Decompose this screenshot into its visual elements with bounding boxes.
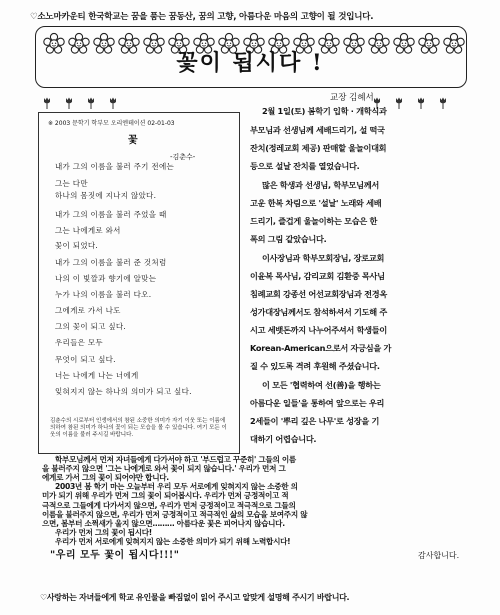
poem-line: 꽃이 되었다. bbox=[55, 241, 99, 250]
slogan: "우리 모두 꽃이 됩시다!!!" bbox=[50, 550, 180, 561]
message-line: 2세들이 '뿌리 깊은 나무'로 성장을 기 bbox=[250, 416, 380, 426]
footer-notice: ♡사랑하는 자녀들에게 학교 유인물을 빠짐없이 읽어 주시고 알맞게 설명해 주시기 바랍니다. bbox=[40, 593, 350, 602]
tulip-icon bbox=[436, 95, 450, 109]
poem-line: 잊혀지지 않는 하나의 의미가 되고 싶다. bbox=[55, 387, 192, 396]
poem-author: -김춘수- bbox=[170, 153, 196, 161]
tulip-icon bbox=[40, 95, 54, 109]
body-line: 에게로 가서 그의 꽃이 되어야만 합니다. bbox=[42, 473, 169, 482]
poem-line: 그에게로 가서 나도 bbox=[55, 306, 121, 315]
message-line: 등으로 설날 잔치를 열었습니다. bbox=[250, 161, 360, 171]
body-line: 학부모님께서 먼저 자녀들에게 다가서야 하고 '부드럽고 꾸준히' 그들의 이름 bbox=[55, 455, 296, 464]
message-line: 잔치(정레교회 제공) 판매할 울놀이대회 bbox=[250, 143, 387, 153]
poem-line: 하나의 몸짓에 지나지 않았다. bbox=[55, 191, 157, 200]
tulip-icon bbox=[414, 95, 428, 109]
poem-line: 그는 다만 bbox=[55, 179, 88, 188]
body-line: 2003년 봄 학기 마는 오늘부터 우리 모두 서로에게 잊혀지지 않는 소중한 의 bbox=[55, 482, 298, 491]
tulip-icon bbox=[62, 95, 76, 109]
flower-icon bbox=[442, 32, 466, 56]
poem-line: 너는 나에게 나는 너에게 bbox=[55, 371, 139, 380]
page-title: 꽃이 됩시다 ! bbox=[176, 50, 324, 76]
body-line: 우리가 먼저 서로에게 잊혀지지 않는 소중한 의미가 되기 위해 노력합시다! bbox=[55, 537, 291, 546]
message-line: 침례교회 강종선 어선교회장님과 전경옥 bbox=[250, 289, 388, 299]
poem-line: 나의 이 빛깔과 향기에 알맞는 bbox=[55, 274, 157, 283]
tulip-icon bbox=[84, 95, 98, 109]
message-line: 이윤복 목사님, 감리교회 김환중 목사님 bbox=[250, 271, 385, 281]
tulip-icon bbox=[106, 95, 120, 109]
poem-note: 김춘수의 시로부터 인생에서의 참된 소중한 의미가 자기 이웃 또는 이름에 의하여 참된 의미가 하나의 꽃이 되는 모습을 볼 수 있습니다. 여기 모든 이웃의 이름을 불러 주시길 바랍니다. bbox=[50, 418, 227, 438]
message-line: 성가대장님께서도 참석하셔서 기도해 주 bbox=[250, 307, 388, 317]
message-line: 이사장님과 학부모회장님, 장로교회 bbox=[262, 253, 385, 263]
message-line: 드리기, 즐겁게 울놀이하는 모습은 한 bbox=[250, 216, 378, 226]
message-line: 폭의 그림 같았습니다. bbox=[250, 234, 327, 244]
tulip-decoration-left bbox=[40, 95, 120, 109]
poem-line: 무엇이 되고 싶다. bbox=[55, 355, 116, 364]
message-line: 대하기 어렵습니다. bbox=[250, 434, 317, 444]
body-line: 미가 되기 위해 우리가 먼저 그의 꽃이 되어봅시다. 우리가 먼저 긍정적이고 적 bbox=[42, 491, 289, 500]
message-line: 고운 한복 차림으로 '설날' 노래와 세배 bbox=[250, 198, 382, 208]
tulip-icon bbox=[392, 95, 406, 109]
body-line: 으면, 봄부터 소쩍새가 울지 않으면……… 아름다운 꽃은 피어나지 않습니다. bbox=[42, 519, 285, 528]
poem-line: 우리들은 모두 bbox=[55, 338, 103, 347]
body-line: 이름을 불러주지 않으면, 우리가 먼저 긍정적이고 적극적인 삶의 모습을 보여주지 않 bbox=[42, 510, 308, 519]
body-line: 을 불러주지 않으면 '그는 나에게로 와서 꽃이 되지 않습니다.' 우리가 먼저 그 bbox=[42, 464, 286, 473]
poem-source: ※ 2003 문학기 학부모 오리엔테이션 02-01-03 bbox=[48, 120, 175, 127]
message-line: 아름다운 일들'을 통하여 앞으로는 우리 bbox=[250, 398, 385, 408]
thanks: 감사합니다. bbox=[418, 551, 460, 560]
message-line: 많은 학생과 선생님, 학부모님께서 bbox=[262, 180, 379, 190]
poem-line: 누가 나의 이름을 불러 다오. bbox=[55, 290, 152, 299]
poem-line: 그는 나에게로 와서 bbox=[55, 226, 121, 235]
poem-line: 내가 그의 이름을 불러 주었을 때 bbox=[55, 210, 167, 219]
message-line: 2월 1일(토) 봄학기 입학 · 개학식과 bbox=[262, 106, 387, 116]
poem-line: 내가 그의 이름을 불러 준 것처럼 bbox=[55, 258, 167, 267]
poem-title: 꽃 bbox=[128, 135, 138, 146]
message-line: Korean-American으로서 자긍심을 가 bbox=[250, 343, 392, 353]
poem-line: 그의 꽃이 되고 싶다. bbox=[55, 322, 127, 331]
message-line: 부모님과 선생님께 세배드리기, 설 떡국 bbox=[250, 125, 385, 135]
school-motto: ♡소노마카운티 한국학교는 꿈을 품는 꿈동산, 꿈의 고향, 아름다운 마음의 고향이 될 것입니다. bbox=[30, 12, 374, 22]
poem-line: 내가 그의 이름을 불러 주기 전에는 bbox=[55, 162, 175, 171]
body-line: 극적으로 그들에게 다가서지 않으면, 우리가 먼저 긍정적이고 적극적으로 그들의 bbox=[42, 501, 296, 510]
message-line: 시고 세뱃돈까지 나누어주셔서 학생들이 bbox=[250, 325, 388, 335]
message-line: 질 수 있도록 격려 후원해 주셨습니다. bbox=[250, 361, 380, 371]
flower-icon bbox=[42, 32, 66, 56]
body-line: 우리가 먼저 그의 꽃이 됩시다! bbox=[55, 528, 152, 537]
signer: 교장 김혜서 bbox=[330, 93, 374, 103]
message-line: 이 모든 '협력하여 선(善)을 행하는 bbox=[262, 380, 381, 390]
